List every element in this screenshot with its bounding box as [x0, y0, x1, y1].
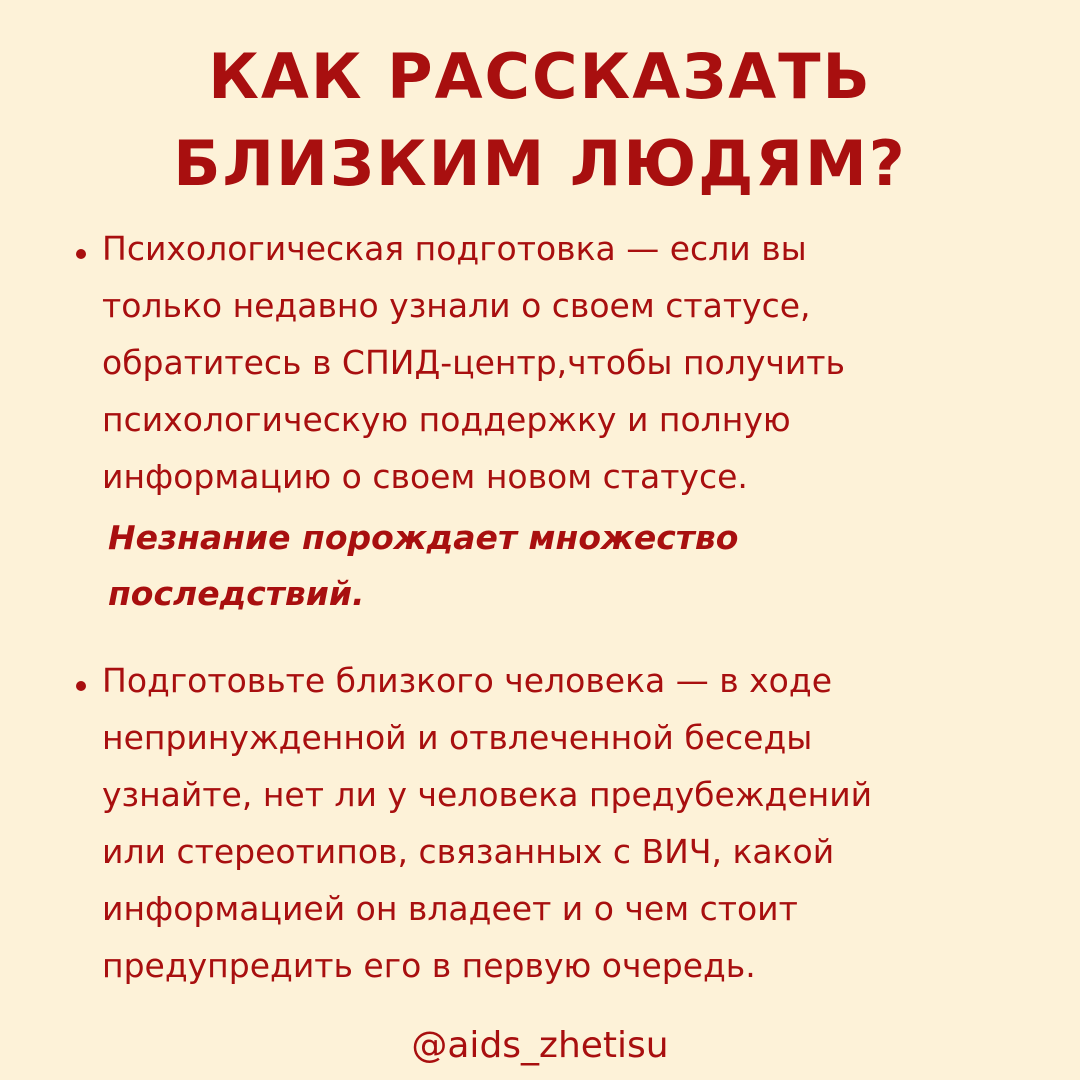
- bullet-text-line: узнайте, нет ли у человека предубеждений: [102, 775, 873, 814]
- bullet-dot-icon: [76, 681, 86, 691]
- emphasis-note: [108, 510, 1008, 622]
- social-handle: @aids_zhetisu: [411, 1025, 669, 1066]
- bullet-text-line: информацией он владеет и о чем стоит: [102, 889, 798, 928]
- bullet-dot-icon: [76, 249, 86, 259]
- bullet-text: [102, 220, 1062, 505]
- bullet-text-line: Подготовьте близкого человека — в ходе: [102, 661, 832, 700]
- page-title-line-2: БЛИЗКИМ ЛЮДЯМ?: [173, 127, 907, 200]
- bullet-text-line: или стереотипов, связанных с ВИЧ, какой: [102, 832, 835, 871]
- page-title-line-1: КАК РАССКАЗАТЬ: [208, 40, 872, 113]
- emphasis-line: последствий.: [108, 574, 365, 613]
- bullet-text-line: обратитесь в СПИД-центр,чтобы получить: [102, 343, 845, 382]
- bullet-text-line: предупредить его в первую очередь.: [102, 946, 756, 985]
- bullet-text-line: информацию о своем новом статусе.: [102, 457, 748, 496]
- bullet-text-line: психологическую поддержку и полную: [102, 400, 791, 439]
- bullet-text: [102, 652, 1062, 994]
- bullet-text-line: Психологическая подготовка — если вы: [102, 229, 807, 268]
- bullet-text-line: только недавно узнали о своем статусе,: [102, 286, 811, 325]
- bullet-text-line: непринужденной и отвлеченной беседы: [102, 718, 813, 757]
- emphasis-line: Незнание порождает множество: [108, 518, 739, 557]
